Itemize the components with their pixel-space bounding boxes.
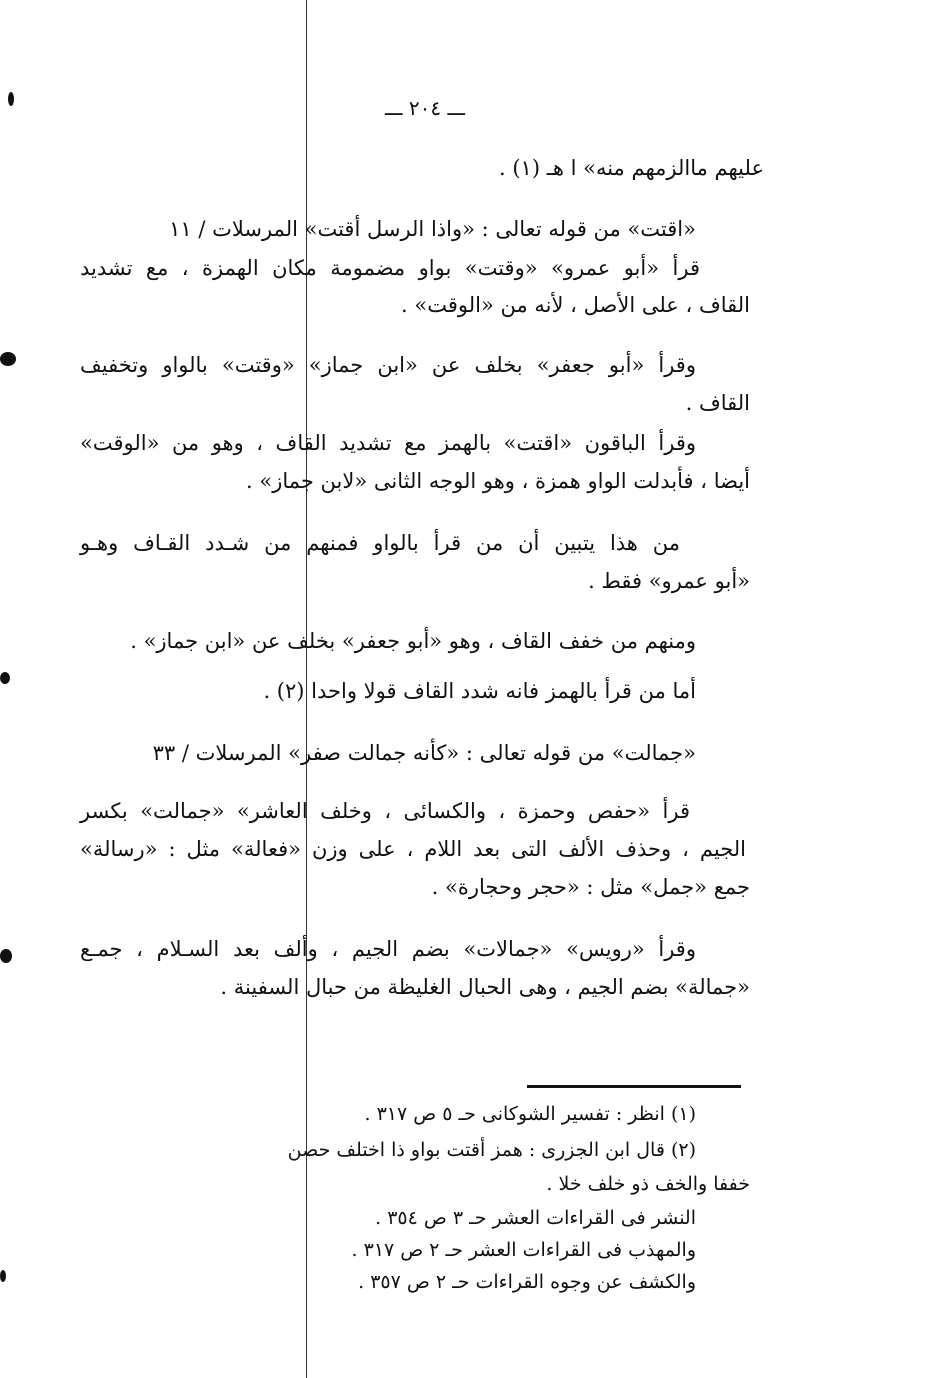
text-line: «اقتت» من قوله تعالى : «واذا الرسل أقتت» المرسلات / ١١ <box>169 217 696 241</box>
text-line: «جمالت» من قوله تعالى : «كأنه جمالت صفر» المرسلات / ٣٣ <box>152 741 696 765</box>
text-line: القاف . <box>685 391 750 415</box>
binding-mark <box>0 672 10 684</box>
text-line: «جمالة» بضم الجيم ، وهى الحبال الغليظة من حبال السفينة . <box>220 975 750 999</box>
footnote-line: النشر فى القراءات العشر حـ ٣ ص ٣٥٤ . <box>375 1207 696 1229</box>
text-line: قرأ «حفص وحمزة ، والكسائى ، وخلف العاشر» «جمالت» بكسر <box>80 799 690 823</box>
footnote-line: خففا والخف ذو خلف خلا . <box>546 1173 750 1195</box>
text-line: أما من قرأ بالهمز فانه شدد القاف قولا واحدا (٢) . <box>263 679 696 703</box>
text-line: عليهم ماالزمهم منه» ا هـ (١) . <box>499 156 764 180</box>
text-line: جمع «جمل» مثل : «حجر وحجارة» . <box>431 875 750 899</box>
text-line: وقرأ «رويس» «جمالات» بضم الجيم ، وألف بعد السـلام ، جمـع <box>80 937 696 961</box>
footnote-line: والمهذب فى القراءات العشر حـ ٢ ص ٣١٧ . <box>351 1239 696 1261</box>
text-line: وقرأ الباقون «اقتت» بالهمز مع تشديد القاف ، وهو من «الوقت» <box>80 431 696 455</box>
text-line: أيضا ، فأبدلت الواو همزة ، وهو الوجه الثانى «لابن جماز» . <box>246 469 750 493</box>
text-line: قرأ «أبو عمرو» «وقتت» بواو مضمومة مكان الهمزة ، مع تشديد <box>80 256 700 280</box>
text-line: «أبو عمرو» فقط . <box>588 569 750 593</box>
text-line: وقرأ «أبو جعفر» بخلف عن «ابن جماز» «وقتت» بالواو وتخفيف <box>80 353 696 377</box>
text-line: الجيم ، وحذف الألف التى بعد اللام ، على وزن «فعالة» مثل : «رسالة» <box>80 837 746 861</box>
page-number: ـــ ٢٠٤ ـــ <box>384 96 466 120</box>
text-line: من هذا يتبين أن من قرأ بالواو فمنهم من شـدد القـاف وهـو <box>80 531 680 555</box>
text-line: ومنهم من خفف القاف ، وهو «أبو جعفر» بخلف عن «ابن جماز» . <box>130 629 696 653</box>
binding-mark <box>8 92 14 106</box>
binding-mark <box>0 949 12 963</box>
text-line: القاف ، على الأصل ، لأنه من «الوقت» . <box>401 293 750 317</box>
footnote-line: والكشف عن وجوه القراءات حـ ٢ ص ٣٥٧ . <box>358 1271 696 1293</box>
footnote-line: (١) انظر : تفسير الشوكانى حـ ٥ ص ٣١٧ . <box>364 1103 696 1125</box>
footnote-line: (٢) قال ابن الجزرى : همز أقتت بواو ذا اختلف حصن <box>287 1139 696 1161</box>
binding-mark <box>0 1270 6 1282</box>
binding-mark <box>0 352 16 366</box>
footnote-separator <box>527 1085 741 1088</box>
